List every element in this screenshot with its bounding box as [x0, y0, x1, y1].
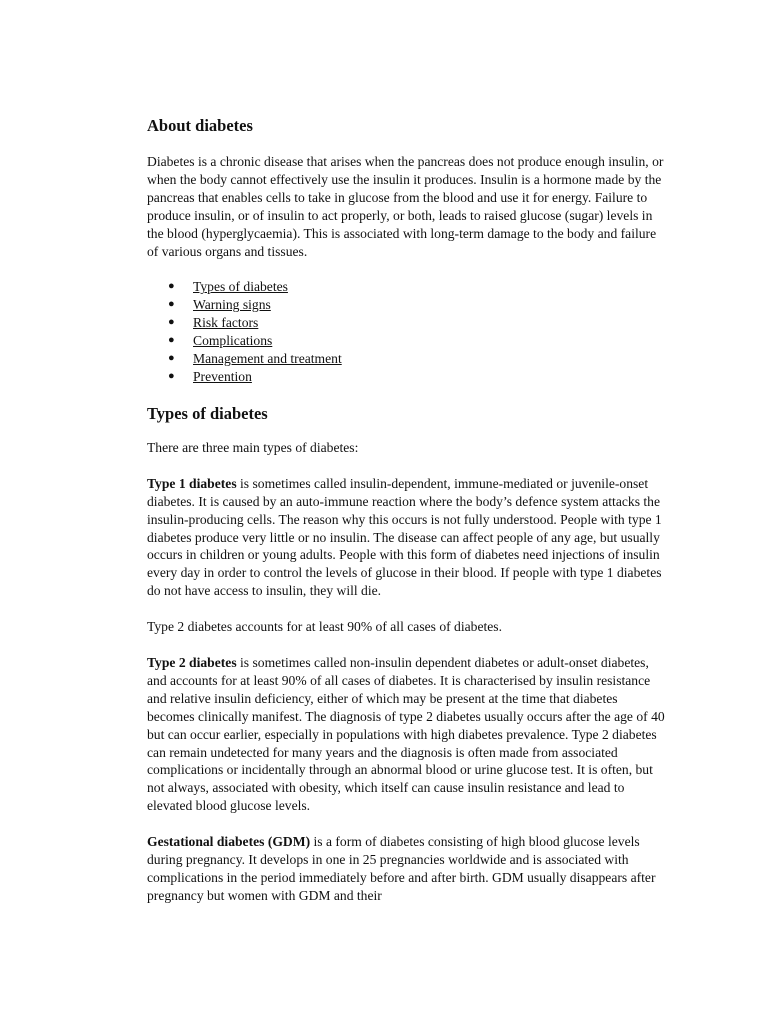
bullet-icon: ●: [168, 316, 175, 329]
list-item: [147, 314, 667, 332]
bullet-icon: ●: [168, 369, 175, 382]
link-prevention[interactable]: Prevention: [193, 368, 252, 384]
bullet-icon: ●: [168, 352, 175, 365]
type1-text: is sometimes called insulin-dependent, immune-mediated or juvenile-onset diabetes. It is caused by an auto-immune reaction where the body’s defence system attacks the insulin-producing cells. The reason why this occurs is not fully understood. People with type 1 diabetes produce very little or no insulin. The disease can affect people of any age, but usually occurs in children or young adults. People with this form of diabetes need injections of insulin every day in order to control the levels of glucose in their blood. If people with type 1 diabetes do not have access to insulin, they will die.: [147, 475, 662, 599]
link-risk-factors[interactable]: Risk factors: [193, 315, 259, 331]
link-management-and-treatment[interactable]: Management and treatment: [193, 351, 342, 367]
type2-note-paragraph: Type 2 diabetes accounts for at least 90% of all cases of diabetes.: [147, 619, 502, 635]
type2-text: is sometimes called non-insulin dependent diabetes or adult-onset diabetes, and accounts for at least 90% of all cases of diabetes. It is characterised by insulin resistance and relative insulin deficiency, either of which may be present at the time that diabetes becomes clinically manifest. The diagnosis of type 2 diabetes usually occurs after the age of 40 but can occur earlier, especially in populations with high diabetes prevalence. Type 2 diabetes can remain undetected for many years and the diagnosis is often made from associated complications or incidentally through an abnormal blood or urine glucose test. It is often, but not always, associated with obesity, which itself can cause insulin resistance and lead to elevated blood glucose levels.: [147, 655, 665, 814]
gdm-text: is a form of diabetes consisting of high blood glucose levels during pregnancy. It develops in one in 25 pregnancies worldwide and is associated with complications in the period immediately before and after birth. GDM usually disappears after pregnancy but women with GDM and their: [147, 834, 656, 903]
list-item: [147, 296, 667, 314]
type2-term: Type 2 diabetes: [147, 655, 237, 671]
topic-links-list: [147, 278, 667, 385]
bullet-icon: ●: [168, 298, 175, 311]
list-item: [147, 350, 667, 368]
link-types-of-diabetes[interactable]: Types of diabetes: [193, 279, 288, 295]
bullet-icon: ●: [168, 280, 175, 293]
document-page: [147, 116, 667, 905]
gdm-term: Gestational diabetes (GDM): [147, 834, 311, 850]
list-item: [147, 278, 667, 296]
type1-term: Type 1 diabetes: [147, 475, 237, 491]
type2-paragraph: [147, 654, 667, 815]
gdm-paragraph: [147, 833, 667, 905]
about-heading: About diabetes: [147, 116, 253, 135]
list-item: [147, 368, 667, 386]
type1-paragraph: [147, 475, 667, 600]
bullet-icon: ●: [168, 334, 175, 347]
list-item: [147, 332, 667, 350]
link-complications[interactable]: Complications: [193, 333, 273, 349]
types-intro-paragraph: There are three main types of diabetes:: [147, 439, 359, 455]
about-intro-paragraph: Diabetes is a chronic disease that arises when the pancreas does not produce enough insulin, or when the body cannot effectively use the insulin it produces. Insulin is a hormone made by the pancreas that enables cells to take in glucose from the blood and use it for energy. Failure to produce insulin, or of insulin to act properly, or both, leads to raised glucose (sugar) levels in the blood (hyperglycaemia). This is associated with long-term damage to the body and failure of various organs and tissues.: [147, 154, 664, 259]
types-heading: Types of diabetes: [147, 403, 268, 423]
link-warning-signs[interactable]: Warning signs: [193, 297, 271, 313]
